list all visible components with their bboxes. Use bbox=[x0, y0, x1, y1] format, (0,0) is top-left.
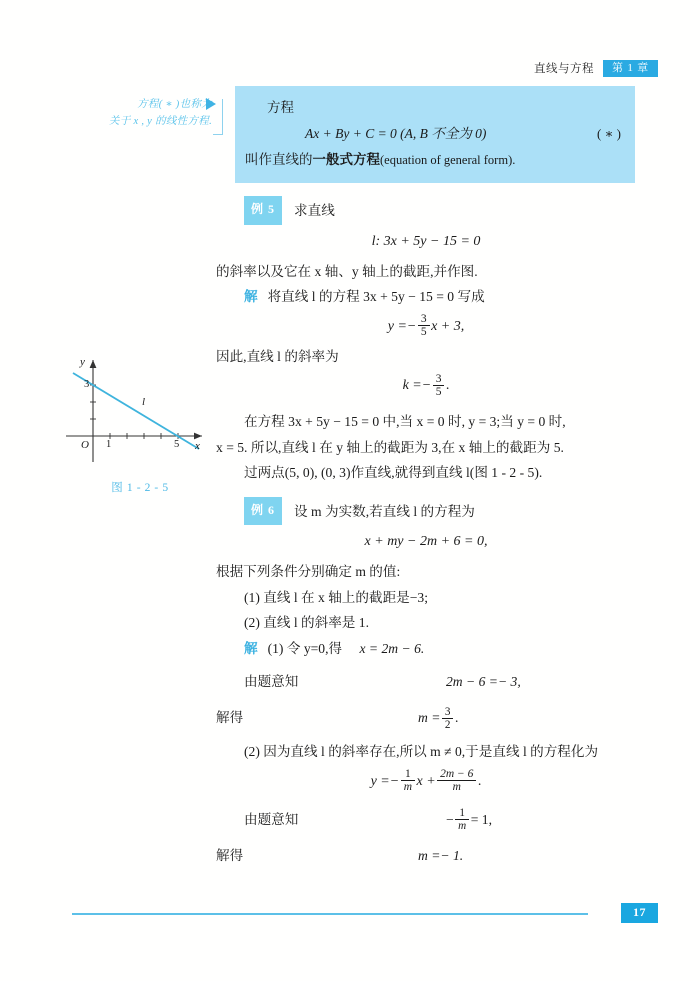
solution-5-text-1: 将直线 l 的方程 3x + 5y − 15 = 0 写成 bbox=[267, 289, 485, 304]
solve-result-2: m =− 1. bbox=[418, 847, 464, 863]
eq6-2-denominator-2: m bbox=[437, 780, 476, 793]
eq5-1-fraction bbox=[418, 313, 430, 339]
example-5-equation: l: 3x + 5y − 15 = 0 bbox=[371, 233, 481, 249]
example-5-equation-3 bbox=[216, 369, 636, 403]
example-6-question: 根据下列条件分别确定 m 的值: bbox=[216, 564, 401, 579]
eq5-1-denominator: 5 bbox=[418, 325, 430, 338]
main-body bbox=[216, 196, 636, 871]
solution-tag-5: 解 bbox=[244, 289, 258, 304]
solution-tag-6: 解 bbox=[244, 640, 258, 656]
example-6-equation: x + my − 2m + 6 = 0, bbox=[364, 534, 488, 549]
example-5-solution-line-1 bbox=[216, 284, 636, 310]
footer-rule bbox=[72, 913, 588, 915]
example-6-given-row bbox=[216, 667, 636, 697]
header-chapter-chip: 第 1 章 bbox=[603, 60, 658, 77]
example-6-tag: 例 6 bbox=[244, 497, 282, 526]
eq5-1-lhs: y =− bbox=[387, 318, 417, 334]
eq5-1-rhs: x + 3, bbox=[431, 318, 465, 334]
definition-tail bbox=[245, 147, 625, 173]
margin-note-line-2: 关于 x , y 的线性方程. bbox=[108, 116, 212, 127]
eq5-2-denominator: 5 bbox=[433, 385, 445, 398]
solve-result-1 bbox=[334, 703, 636, 733]
example-6-given-row-2 bbox=[216, 805, 636, 835]
example-6-solve-row-2 bbox=[216, 841, 636, 871]
triangle-pointer-icon bbox=[206, 98, 216, 110]
cond-2-numerator: 1 bbox=[459, 807, 465, 820]
y-tick-label-3: 3 bbox=[84, 379, 90, 390]
cond-2-fraction bbox=[455, 807, 469, 832]
definition-box bbox=[235, 86, 635, 183]
line-label-l: l bbox=[142, 396, 146, 408]
definition-equation-row bbox=[245, 120, 625, 147]
example-6-solve-row-1 bbox=[216, 703, 636, 733]
solve-1-fraction bbox=[442, 706, 454, 731]
example-6-prompt: 设 m 为实数,若直线 l 的方程为 bbox=[294, 503, 475, 519]
solve-1-lhs: m = bbox=[418, 710, 441, 725]
solve-1-numerator: 3 bbox=[444, 705, 451, 718]
example-5-tag: 例 5 bbox=[244, 196, 282, 225]
cond-2-denominator: m bbox=[455, 819, 469, 832]
coordinate-plot bbox=[60, 350, 220, 470]
example-6-solution-line-1 bbox=[216, 636, 636, 662]
margin-note bbox=[86, 96, 212, 130]
eq6-2-fraction-2 bbox=[437, 768, 476, 794]
eq6-2-rhs: . bbox=[477, 773, 482, 789]
example-6-header bbox=[216, 497, 636, 526]
eq6-2-numerator-1: 1 bbox=[404, 768, 411, 781]
origin-label: O bbox=[81, 439, 89, 451]
header-chapter-title: 直线与方程 bbox=[534, 63, 594, 75]
figure-caption: 图 1 - 2 - 5 bbox=[111, 482, 169, 494]
given-label-1: 由题意知 bbox=[244, 674, 299, 689]
eq5-1-numerator: 3 bbox=[420, 313, 427, 326]
example-5-question: 的斜率以及它在 x 轴、y 轴上的截距,并作图. bbox=[216, 263, 478, 279]
example-5-solution-line-4: x = 5. 所以,直线 l 在 y 轴上的截距为 3,在 x 轴上的截距为 5. bbox=[216, 439, 564, 455]
solve-1-denominator: 2 bbox=[442, 718, 454, 731]
example-6-condition-2: (2) 直线 l 的斜率是 1. bbox=[244, 615, 369, 630]
x-axis-label: x bbox=[195, 440, 200, 452]
eq5-2-numerator: 3 bbox=[435, 372, 442, 385]
plotted-line-l bbox=[73, 373, 199, 449]
margin-note-line-1: 方程( ∗ )也称为 bbox=[137, 99, 212, 110]
y-axis-label: y bbox=[80, 356, 85, 368]
example-6-equation-2 bbox=[216, 765, 636, 799]
example-5-prompt: 求直线 bbox=[294, 203, 335, 218]
eq6-2-lhs: y =− bbox=[370, 773, 400, 789]
solve-1-rhs: . bbox=[454, 710, 459, 725]
example-6-condition-1: (1) 直线 l 在 x 轴上的截距是−3; bbox=[244, 589, 428, 605]
given-equation-1: 2m − 6 =− 3, bbox=[446, 674, 521, 689]
eq6-2-denominator-1: m bbox=[401, 780, 415, 793]
eq6-2-numerator-2: 2m − 6 bbox=[440, 768, 474, 781]
running-header bbox=[534, 60, 658, 77]
example-6-solution-line-2: (2) 因为直线 l 的斜率存在,所以 m ≠ 0,于是直线 l 的方程化为 bbox=[244, 744, 599, 759]
page-number-badge: 17 bbox=[621, 903, 658, 923]
example-5-solution-line-3: 在方程 3x + 5y − 15 = 0 中,当 x = 0 时, y = 3;当 y = 0 时, bbox=[244, 414, 566, 429]
eq6-2-mid: x + bbox=[416, 773, 436, 789]
cond-2-minus: − bbox=[446, 811, 454, 827]
given-equation-2 bbox=[362, 805, 636, 835]
spacer bbox=[216, 486, 636, 497]
definition-tail-prefix: 叫作直线的 bbox=[245, 152, 313, 167]
x-tick-label-1: 1 bbox=[106, 439, 112, 450]
example-5-header bbox=[216, 196, 636, 225]
y-axis-arrow-icon bbox=[90, 360, 97, 368]
eq5-2-fraction bbox=[433, 373, 445, 399]
solution-6-result-1: x = 2m − 6. bbox=[359, 640, 425, 656]
definition-lead: 方程 bbox=[267, 100, 294, 115]
example-5-solution-line-5: 过两点(5, 0), (0, 3)作直线,就得到直线 l(图 1 - 2 - 5). bbox=[244, 465, 543, 480]
example-5-equation-2 bbox=[216, 310, 636, 344]
x-axis-arrow-icon bbox=[194, 433, 202, 440]
figure-1-2-5 bbox=[60, 350, 220, 495]
definition-term-english: (equation of general form). bbox=[380, 153, 516, 167]
eq5-2-lhs: k =− bbox=[402, 378, 432, 393]
definition-equation-tag: ( ∗ ) bbox=[597, 126, 621, 141]
example-5-solution-line-2: 因此,直线 l 的斜率为 bbox=[216, 348, 339, 364]
solve-label-2: 解得 bbox=[216, 847, 244, 863]
definition-term: 一般式方程 bbox=[312, 152, 380, 167]
definition-equation: Ax + By + C = 0 (A, B 不全为 0) bbox=[305, 126, 487, 141]
solve-label-1: 解得 bbox=[216, 710, 244, 725]
eq6-2-fraction-1 bbox=[401, 768, 415, 794]
given-label-2: 由题意知 bbox=[244, 811, 299, 827]
solution-6-text-1: (1) 令 y=0,得 bbox=[267, 640, 343, 656]
x-tick-label-5: 5 bbox=[174, 439, 180, 450]
cond-2-rhs: = 1, bbox=[470, 811, 492, 827]
eq5-2-rhs: . bbox=[445, 378, 450, 393]
